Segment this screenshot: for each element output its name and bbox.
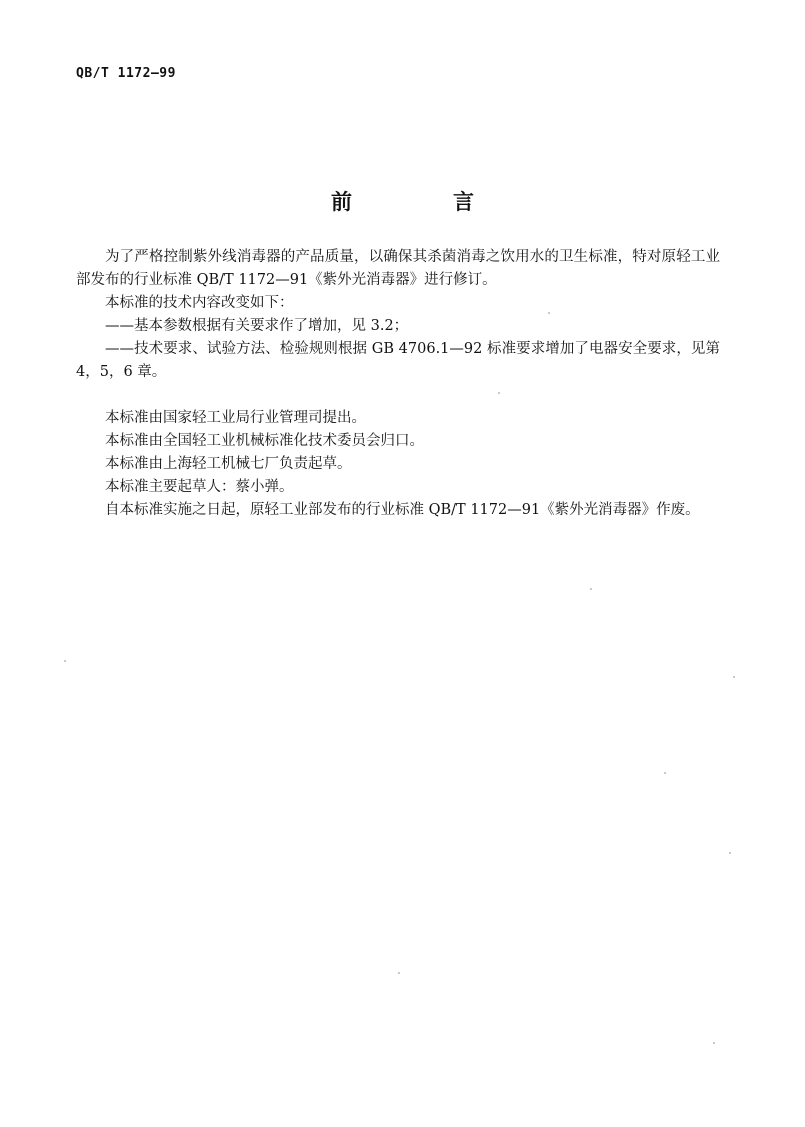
page-title: 前 言 bbox=[331, 190, 514, 214]
paragraph-supersedes: 自本标准实施之日起，原轻工业部发布的行业标准 QB/T 1172—91《紫外光消毒器》作废。 bbox=[105, 502, 700, 518]
scan-speck bbox=[590, 588, 592, 590]
paragraph-main-drafter: 本标准主要起草人：蔡小弹。 bbox=[105, 479, 294, 495]
foreword-body bbox=[76, 246, 720, 522]
paragraph-gap bbox=[76, 384, 720, 407]
paragraph-proposed-by: 本标准由国家轻工业局行业管理司提出。 bbox=[105, 410, 366, 426]
paragraph-change-item-1: ——基本参数根据有关要求作了增加，见 3.2； bbox=[105, 318, 409, 334]
scan-speck bbox=[64, 660, 66, 662]
scan-speck bbox=[498, 392, 500, 394]
paragraph-administered-by: 本标准由全国轻工业机械标准化技术委员会归口。 bbox=[105, 433, 424, 449]
scan-speck bbox=[548, 312, 550, 314]
scan-speck bbox=[398, 972, 400, 974]
paragraph-purpose: 为了严格控制紫外线消毒器的产品质量，以确保其杀菌消毒之饮用水的卫生标准，特对原轻工业部发布的行业标准 QB/T 1172—91《紫外光消毒器》进行修订。 bbox=[76, 249, 720, 288]
scan-speck bbox=[713, 1042, 715, 1044]
paragraph-drafted-by: 本标准由上海轻工机械七厂负责起草。 bbox=[105, 456, 352, 472]
paragraph-change-item-2: ——技术要求、试验方法、检验规则根据 GB 4706.1—92 标准要求增加了电器安全要求，见第 4，5，6 章。 bbox=[76, 341, 720, 380]
paragraph-changes-intro: 本标准的技术内容改变如下： bbox=[105, 295, 294, 311]
scan-speck bbox=[733, 676, 735, 678]
scan-speck bbox=[664, 772, 666, 774]
standard-code: QB/T 1172—99 bbox=[76, 66, 176, 81]
scan-speck bbox=[729, 852, 731, 854]
